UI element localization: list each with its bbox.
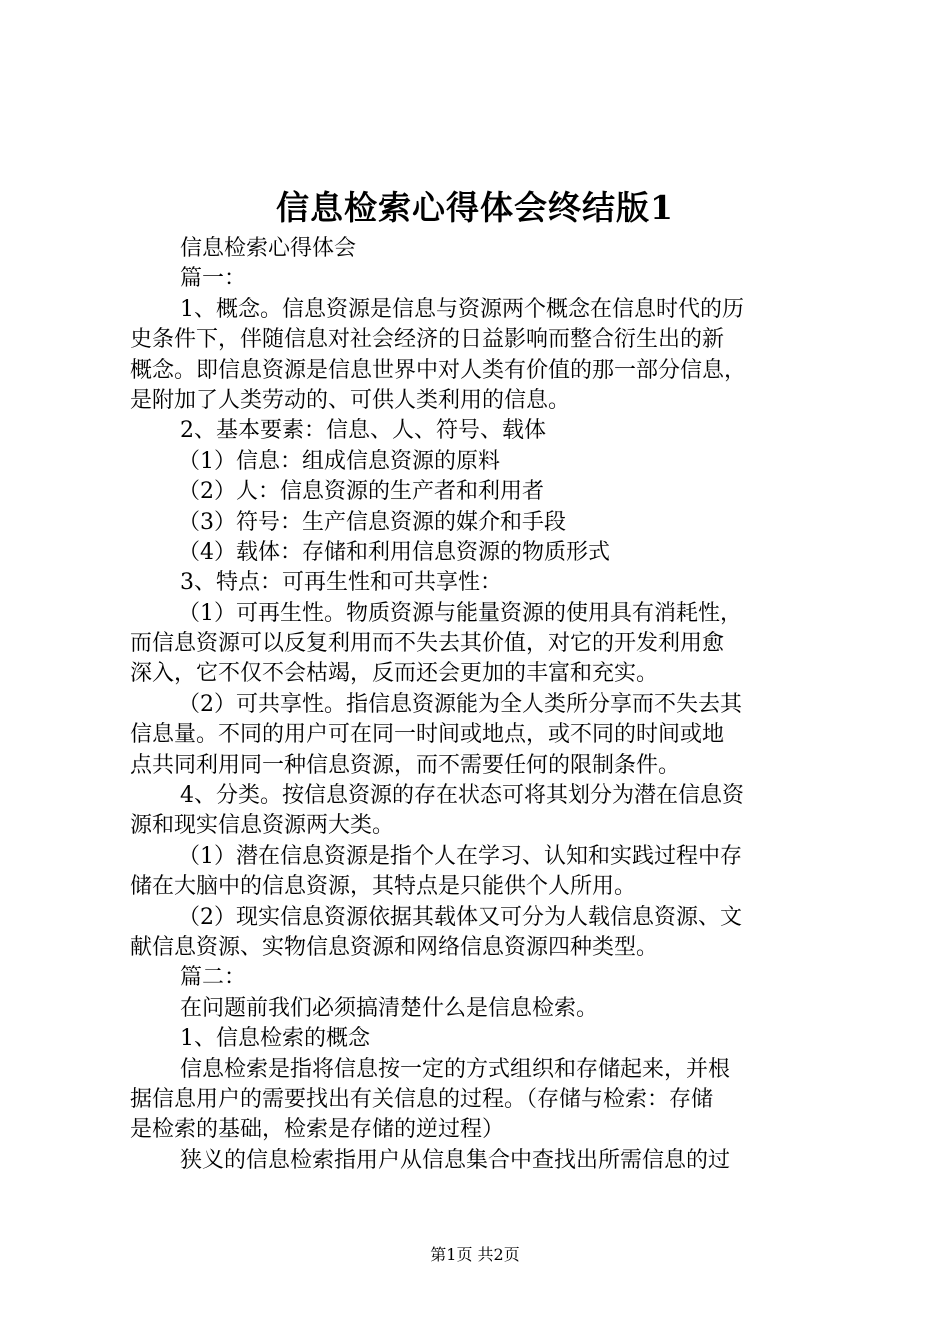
paragraph-line: 概念。即信息资源是信息世界中对人类有价值的那一部分信息， — [130, 357, 747, 383]
paragraph-line: 4、分类。按信息资源的存在状态可将其划分为潜在信息资 — [180, 783, 744, 809]
paragraph-line: 在问题前我们必须搞清楚什么是信息检索。 — [180, 995, 599, 1021]
paragraph-line: 点共同利用同一种信息资源，而不需要任何的限制条件。 — [130, 752, 681, 778]
paragraph-line: 据信息用户的需要找出有关信息的过程。（存储与检索：存储 — [130, 1086, 714, 1112]
paragraph-line: 源和现实信息资源两大类。 — [130, 813, 395, 839]
page-footer: 第1页 共2页 — [430, 1245, 520, 1264]
paragraph-line: （1）信息：组成信息资源的原料 — [178, 448, 500, 474]
paragraph-line: 1、概念。信息资源是信息与资源两个概念在信息时代的历 — [180, 296, 744, 322]
paragraph-line: 史条件下，伴随信息对社会经济的日益影响而整合衍生出的新 — [130, 327, 725, 353]
paragraph-line: 储在大脑中的信息资源，其特点是只能供个人所用。 — [130, 874, 637, 900]
document-body — [130, 234, 830, 1176]
paragraph-line: 信息量。不同的用户可在同一时间或地点，或不同的时间或地 — [130, 722, 725, 748]
paragraph-line: 信息检索心得体会 — [180, 236, 357, 261]
paragraph-line: （3）符号：生产信息资源的媒介和手段 — [178, 509, 566, 535]
paragraph-line: 是检索的基础，检索是存储的逆过程） — [130, 1117, 505, 1143]
paragraph-line: 2、基本要素：信息、人、符号、载体 — [180, 418, 546, 444]
paragraph-line: （2）可共享性。指信息资源能为全人类所分享而不失去其 — [178, 691, 742, 717]
paragraph-line: 信息检索是指将信息按一定的方式组织和存储起来，并根 — [180, 1056, 731, 1082]
paragraph-line: 狭义的信息检索指用户从信息集合中查找出所需信息的过 — [180, 1147, 731, 1173]
paragraph-line: 深入，它不仅不会枯竭，反而还会更加的丰富和充实。 — [130, 661, 659, 687]
paragraph-line: （1）可再生性。物质资源与能量资源的使用具有消耗性， — [178, 600, 742, 626]
paragraph-line: （2）现实信息资源依据其载体又可分为人载信息资源、文 — [178, 904, 742, 930]
paragraph-line: 篇一： — [180, 266, 247, 292]
paragraph-line: 1、信息检索的概念 — [180, 1026, 370, 1052]
paragraph-line: 献信息资源、实物信息资源和网络信息资源四种类型。 — [130, 934, 659, 960]
paragraph-line: （1）潜在信息资源是指个人在学习、认知和实践过程中存 — [178, 843, 742, 869]
document-title: 信息检索心得体会终结版1 — [276, 188, 674, 227]
paragraph-line: （4）载体：存储和利用信息资源的物质形式 — [178, 539, 610, 565]
paragraph-line: （2）人：信息资源的生产者和利用者 — [178, 479, 544, 505]
paragraph-line: 是附加了人类劳动的、可供人类利用的信息。 — [130, 387, 571, 413]
paragraph-line: 篇二： — [180, 965, 247, 991]
paragraph-line: 3、特点：可再生性和可共享性： — [180, 570, 502, 596]
paragraph-line: 而信息资源可以反复利用而不失去其价值，对它的开发利用愈 — [130, 631, 725, 657]
